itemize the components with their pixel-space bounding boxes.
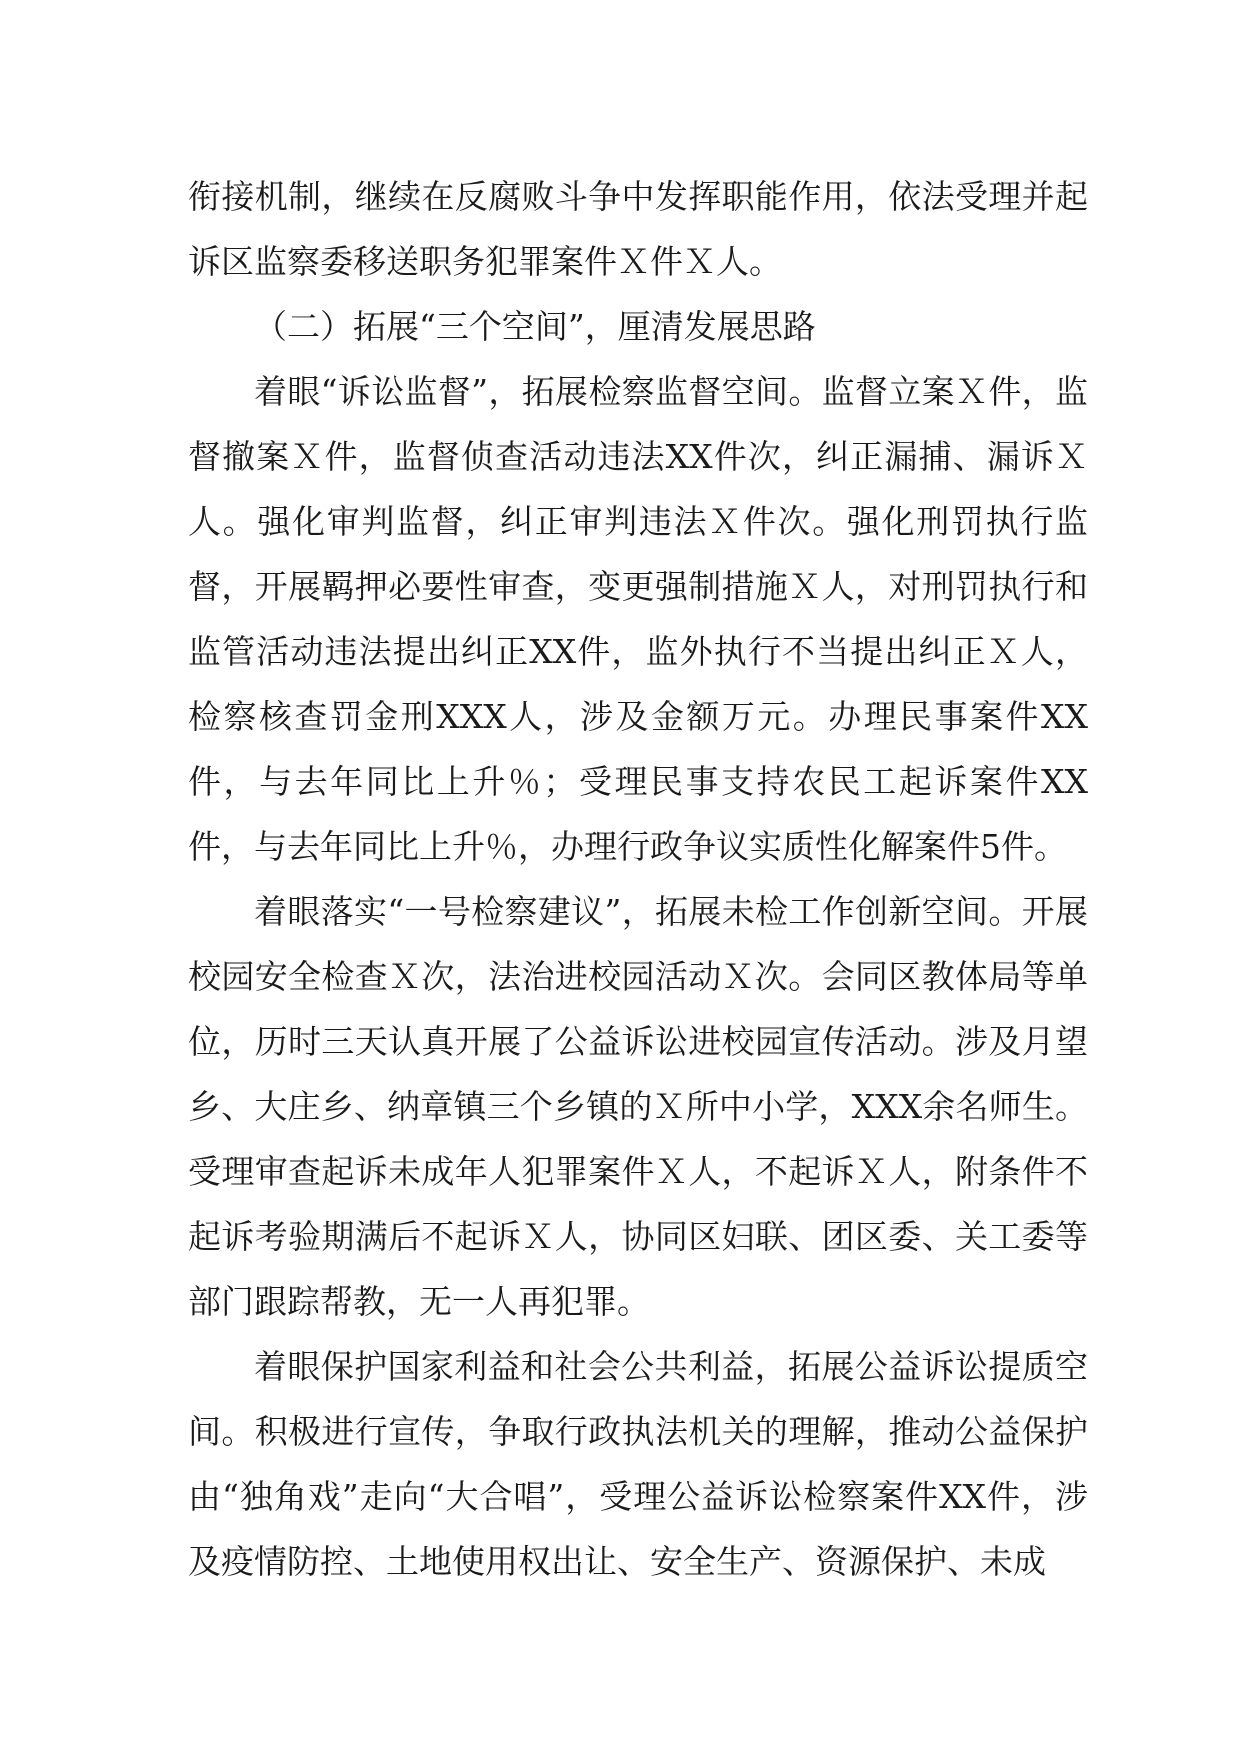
- paragraph-juvenile-procuratorate: 着眼落实“一号检察建议”，拓展未检工作创新空间。开展校园安全检查Ｘ次，法治进校园活动Ｘ次。会同区教体局等单位，历时三天认真开展了公益诉讼进校园宣传活动。涉及月望乡、大庄乡、纳章镇三个乡镇的Ｘ所中小学，XXX余名师生。受理审查起诉未成年人犯罪案件Ｘ人，不起诉Ｘ人，附条件不起诉考验期满后不起诉Ｘ人，协同区妇联、团区委、关工委等部门跟踪帮教，无一人再犯罪。: [188, 892, 1088, 1321]
- paragraph-public-interest-litigation: 着眼保护国家利益和社会公共利益，拓展公益诉讼提质空间。积极进行宣传，争取行政执法机关的理解，推动公益保护由“独角戏”走向“大合唱”，受理公益诉讼检察案件XX件，涉及疫情防控、土地使用权出让、安全生产、资源保护、未成: [188, 1347, 1088, 1581]
- document-body: [188, 164, 1088, 1594]
- paragraph-continuation: 衔接机制，继续在反腐败斗争中发挥职能作用，依法受理并起诉区监察委移送职务犯罪案件Ｘ件Ｘ人。: [188, 177, 1088, 281]
- paragraph-litigation-supervision: 着眼“诉讼监督”，拓展检察监督空间。监督立案Ｘ件，监督撤案Ｘ件，监督侦查活动违法XX件次，纠正漏捕、漏诉Ｘ人。强化审判监督，纠正审判违法Ｘ件次。强化刑罚执行监督，开展羁押必要性审查，变更强制措施Ｘ人，对刑罚执行和监管活动违法提出纠正XX件，监外执行不当提出纠正Ｘ人，检察核查罚金刑XXX人，涉及金额万元。办理民事案件XX件，与去年同比上升％；受理民事支持农民工起诉案件XX件，与去年同比上升％，办理行政争议实质性化解案件5件。: [188, 372, 1088, 866]
- section-heading: （二）拓展“三个空间”，厘清发展思路: [254, 307, 816, 346]
